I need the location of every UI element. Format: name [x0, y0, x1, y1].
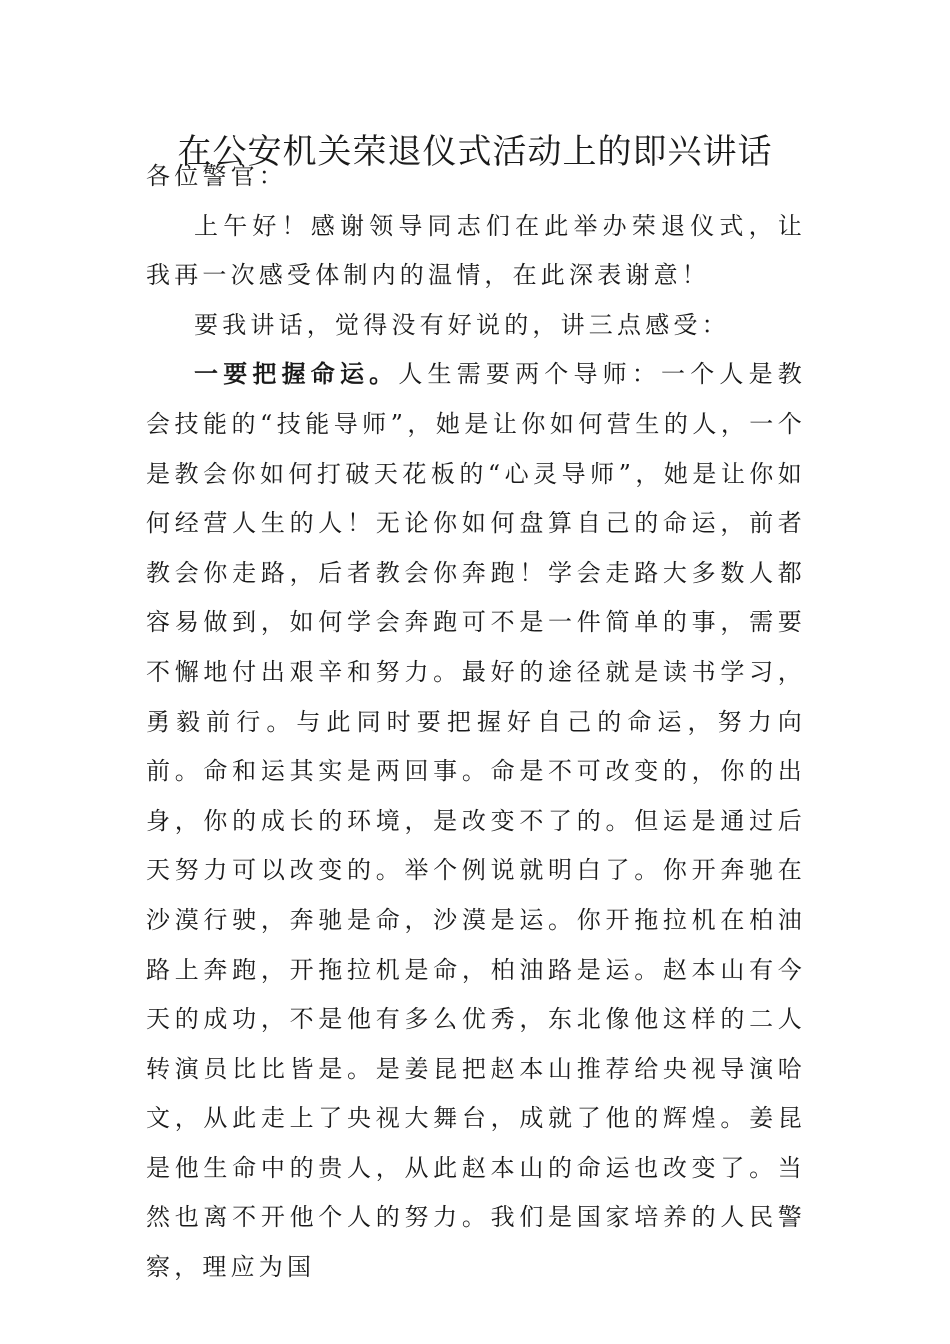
point-one-text: 人生需要两个导师：一个人是教会技能的“技能导师”，她是让你如何营生的人，一个是教会你如何打破天花板的“心灵导师”，她是让你如何经营人生的人！无论你如何盘算自己的命运，前者教会你走路，后者教会你奔跑！学会走路大多数人都容易做到，如何学会奔跑可不是一件简单的事，需要不懈地付出艰辛和努力。最好的途径就是读书学习，勇毅前行。与此同时要把握好自己的命运，努力向前。命和运其实是两回事。命是不可改变的，你的出身，你的成长的环境，是改变不了的。但运是通过后天努力可以改变的。举个例说就明白了。你开奔驰在沙漠行驶，奔驰是命，沙漠是运。你开拖拉机在柏油路上奔跑，开拖拉机是命，柏油路是运。赵本山有今天的成功，不是他有多么优秀，东北像他这样的二人转演员比比皆是。是姜昆把赵本山推荐给央视导演哈文，从此走上了央视大舞台，成就了他的辉煌。姜昆是他生命中的贵人，从此赵本山的命运也改变了。当然也离不开他个人的努力。我们是国家培养的人民警察，理应为国 [146, 360, 806, 1282]
paragraph-intro: 要我讲话，觉得没有好说的，讲三点感受： [194, 310, 730, 339]
paragraph-point-one [146, 350, 806, 1292]
document-body [146, 152, 806, 1293]
point-one-heading: 一要把握命运。 [194, 360, 399, 389]
salutation: 各位警官： [146, 162, 287, 190]
document-title: 在公安机关荣退仪式活动上的即兴讲话 [177, 132, 773, 172]
paragraph-greeting: 上午好！感谢领导同志们在此举办荣退仪式，让我再一次感受体制内的温情，在此深表谢意！ [146, 211, 806, 290]
